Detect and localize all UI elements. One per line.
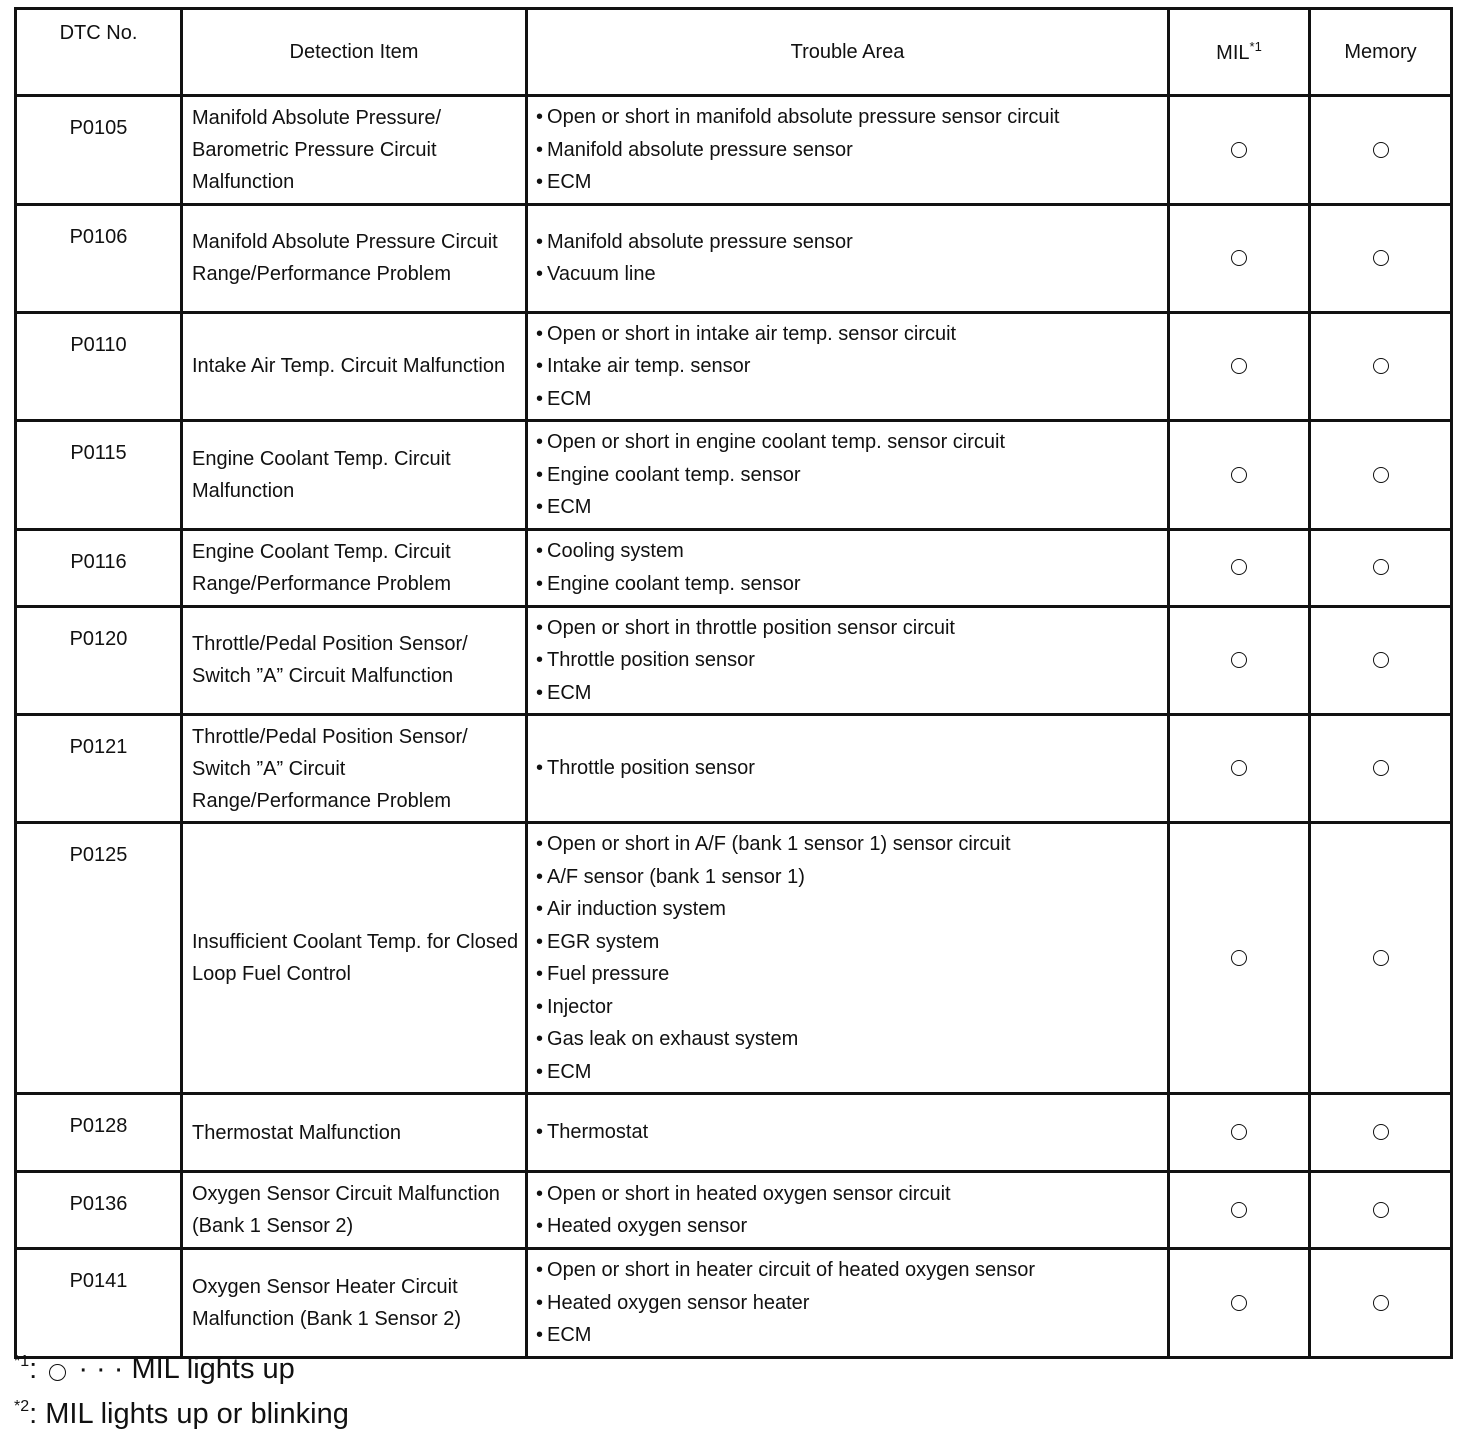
trouble-area-item: • Intake air temp. sensor <box>536 350 1161 383</box>
detection-item: Engine Coolant Temp. Circuit Malfunction <box>182 421 527 530</box>
detection-item: Thermostat Malfunction <box>182 1094 527 1172</box>
circle-icon <box>1373 652 1389 668</box>
circle-icon <box>1231 358 1247 374</box>
footnote-1 <box>14 1343 349 1388</box>
dtc-code: P0105 <box>16 96 182 205</box>
trouble-area-list <box>536 612 1161 710</box>
footnote-2 <box>14 1388 349 1433</box>
table-row <box>16 96 1452 205</box>
trouble-area-item: • Engine coolant temp. sensor <box>536 568 1161 601</box>
dtc-code: P0121 <box>16 715 182 823</box>
header-detection-item: Detection Item <box>182 9 527 96</box>
trouble-area-item: • Open or short in A/F (bank 1 sensor 1) sensor circuit <box>536 828 1161 861</box>
trouble-area <box>527 715 1169 823</box>
memory-cell <box>1310 96 1452 205</box>
trouble-area-item: • Open or short in intake air temp. sensor circuit <box>536 318 1161 351</box>
trouble-area-item: • Open or short in heated oxygen sensor circuit <box>536 1178 1161 1211</box>
dtc-table <box>14 7 1453 1359</box>
trouble-area-list <box>536 101 1161 199</box>
table-row <box>16 529 1452 606</box>
trouble-area-item: • Gas leak on exhaust system <box>536 1023 1161 1056</box>
circle-icon <box>49 1364 66 1381</box>
footnote-2-symbol: *2 <box>14 1398 30 1415</box>
circle-icon <box>1373 559 1389 575</box>
detection-item: Throttle/Pedal Position Sensor/ Switch ”A” Circuit Range/Performance Problem <box>182 715 527 823</box>
detection-item: Manifold Absolute Pressure/ Barometric Pressure Circuit Malfunction <box>182 96 527 205</box>
mil-cell <box>1169 421 1310 530</box>
mil-cell <box>1169 204 1310 312</box>
trouble-area-item: • Heated oxygen sensor <box>536 1210 1161 1243</box>
mil-cell <box>1169 1249 1310 1358</box>
trouble-area-item: • A/F sensor (bank 1 sensor 1) <box>536 861 1161 894</box>
trouble-area-item: • Open or short in manifold absolute pressure sensor circuit <box>536 101 1161 134</box>
circle-icon <box>1231 1202 1247 1218</box>
memory-cell <box>1310 312 1452 421</box>
circle-icon <box>1231 250 1247 266</box>
trouble-area-item: • ECM <box>536 1319 1161 1352</box>
mil-cell <box>1169 312 1310 421</box>
circle-icon <box>1231 1124 1247 1140</box>
dtc-code: P0141 <box>16 1249 182 1358</box>
trouble-area <box>527 96 1169 205</box>
memory-cell <box>1310 204 1452 312</box>
footnote-1-colon: : <box>29 1353 38 1385</box>
trouble-area-item: • Manifold absolute pressure sensor <box>536 226 1161 259</box>
mil-cell <box>1169 1172 1310 1249</box>
trouble-area-list <box>536 426 1161 524</box>
trouble-area-item: • Manifold absolute pressure sensor <box>536 134 1161 167</box>
mil-cell <box>1169 606 1310 715</box>
trouble-area-list <box>536 1178 1161 1243</box>
memory-cell <box>1310 606 1452 715</box>
header-mil-label: MIL <box>1216 42 1250 64</box>
trouble-area-list <box>536 535 1161 600</box>
dtc-code: P0116 <box>16 529 182 606</box>
trouble-area-item: • Vacuum line <box>536 258 1161 291</box>
memory-cell <box>1310 715 1452 823</box>
trouble-area <box>527 1249 1169 1358</box>
dtc-code: P0106 <box>16 204 182 312</box>
trouble-area <box>527 421 1169 530</box>
header-mil <box>1169 9 1310 96</box>
detection-item: Throttle/Pedal Position Sensor/ Switch ”A” Circuit Malfunction <box>182 606 527 715</box>
trouble-area-item: • ECM <box>536 491 1161 524</box>
circle-icon <box>1231 467 1247 483</box>
circle-icon <box>1373 250 1389 266</box>
detection-item: Insufficient Coolant Temp. for Closed Loop Fuel Control <box>182 823 527 1094</box>
detection-item: Intake Air Temp. Circuit Malfunction <box>182 312 527 421</box>
table-row <box>16 312 1452 421</box>
trouble-area-list <box>536 1116 1161 1149</box>
dtc-code: P0136 <box>16 1172 182 1249</box>
detection-item: Oxygen Sensor Heater Circuit Malfunction (Bank 1 Sensor 2) <box>182 1249 527 1358</box>
mil-cell <box>1169 715 1310 823</box>
header-row <box>16 9 1452 96</box>
mil-cell <box>1169 1094 1310 1172</box>
footnote-1-text: MIL lights up <box>131 1353 295 1385</box>
circle-icon <box>1373 467 1389 483</box>
trouble-area-item: • ECM <box>536 677 1161 710</box>
footnote-1-symbol: *1 <box>14 1353 30 1370</box>
trouble-area-item: • Fuel pressure <box>536 958 1161 991</box>
memory-cell <box>1310 1094 1452 1172</box>
header-trouble-area: Trouble Area <box>527 9 1169 96</box>
trouble-area-list <box>536 318 1161 416</box>
trouble-area-list <box>536 1254 1161 1352</box>
circle-icon <box>1231 142 1247 158</box>
detection-item: Oxygen Sensor Circuit Malfunction (Bank 1 Sensor 2) <box>182 1172 527 1249</box>
trouble-area-item: • Throttle position sensor <box>536 752 1161 785</box>
memory-cell <box>1310 1249 1452 1358</box>
trouble-area <box>527 529 1169 606</box>
trouble-area-list <box>536 752 1161 785</box>
trouble-area-item: • EGR system <box>536 926 1161 959</box>
table-row <box>16 204 1452 312</box>
trouble-area-item: • Open or short in heater circuit of heated oxygen sensor <box>536 1254 1161 1287</box>
table-row <box>16 1094 1452 1172</box>
table-row <box>16 606 1452 715</box>
trouble-area-item: • Throttle position sensor <box>536 644 1161 677</box>
trouble-area-item: • Open or short in throttle position sensor circuit <box>536 612 1161 645</box>
circle-icon <box>1231 559 1247 575</box>
circle-icon <box>1231 760 1247 776</box>
trouble-area-item: • Air induction system <box>536 893 1161 926</box>
detection-item: Engine Coolant Temp. Circuit Range/Performance Problem <box>182 529 527 606</box>
circle-icon <box>1373 1124 1389 1140</box>
trouble-area-item: • Heated oxygen sensor heater <box>536 1287 1161 1320</box>
memory-cell <box>1310 529 1452 606</box>
circle-icon <box>1373 358 1389 374</box>
trouble-area-item: • Thermostat <box>536 1116 1161 1149</box>
header-memory: Memory <box>1310 9 1452 96</box>
table-row <box>16 421 1452 530</box>
dtc-code: P0115 <box>16 421 182 530</box>
trouble-area <box>527 1172 1169 1249</box>
dtc-code: P0125 <box>16 823 182 1094</box>
trouble-area <box>527 823 1169 1094</box>
trouble-area <box>527 606 1169 715</box>
table-row <box>16 715 1452 823</box>
trouble-area-item: • ECM <box>536 166 1161 199</box>
header-dtc-no: DTC No. <box>16 9 182 96</box>
trouble-area <box>527 204 1169 312</box>
memory-cell <box>1310 1172 1452 1249</box>
trouble-area-item: • ECM <box>536 1056 1161 1089</box>
circle-icon <box>1231 1295 1247 1311</box>
memory-cell <box>1310 823 1452 1094</box>
dtc-code: P0128 <box>16 1094 182 1172</box>
circle-icon <box>1231 950 1247 966</box>
footnote-1-dots: · · · <box>78 1353 124 1385</box>
memory-cell <box>1310 421 1452 530</box>
table-row <box>16 1249 1452 1358</box>
circle-icon <box>1373 1295 1389 1311</box>
footnote-2-text: MIL lights up or blinking <box>45 1398 349 1430</box>
trouble-area-item: • Injector <box>536 991 1161 1024</box>
trouble-area-list <box>536 828 1161 1088</box>
footnote-2-colon: : <box>29 1398 38 1430</box>
mil-cell <box>1169 529 1310 606</box>
trouble-area-item: • Cooling system <box>536 535 1161 568</box>
trouble-area <box>527 312 1169 421</box>
dtc-code: P0110 <box>16 312 182 421</box>
circle-icon <box>1373 760 1389 776</box>
mil-cell <box>1169 96 1310 205</box>
trouble-area-item: • Engine coolant temp. sensor <box>536 459 1161 492</box>
circle-icon <box>1231 652 1247 668</box>
table-row <box>16 823 1452 1094</box>
circle-icon <box>1373 950 1389 966</box>
trouble-area-item: • ECM <box>536 383 1161 416</box>
header-mil-footnote-ref: *1 <box>1249 39 1262 54</box>
table-row <box>16 1172 1452 1249</box>
detection-item: Manifold Absolute Pressure Circuit Range/Performance Problem <box>182 204 527 312</box>
dtc-code: P0120 <box>16 606 182 715</box>
trouble-area-list <box>536 226 1161 291</box>
trouble-area <box>527 1094 1169 1172</box>
dtc-table-body <box>16 96 1452 1358</box>
circle-icon <box>1373 1202 1389 1218</box>
circle-icon <box>1373 142 1389 158</box>
trouble-area-item: • Open or short in engine coolant temp. sensor circuit <box>536 426 1161 459</box>
mil-cell <box>1169 823 1310 1094</box>
